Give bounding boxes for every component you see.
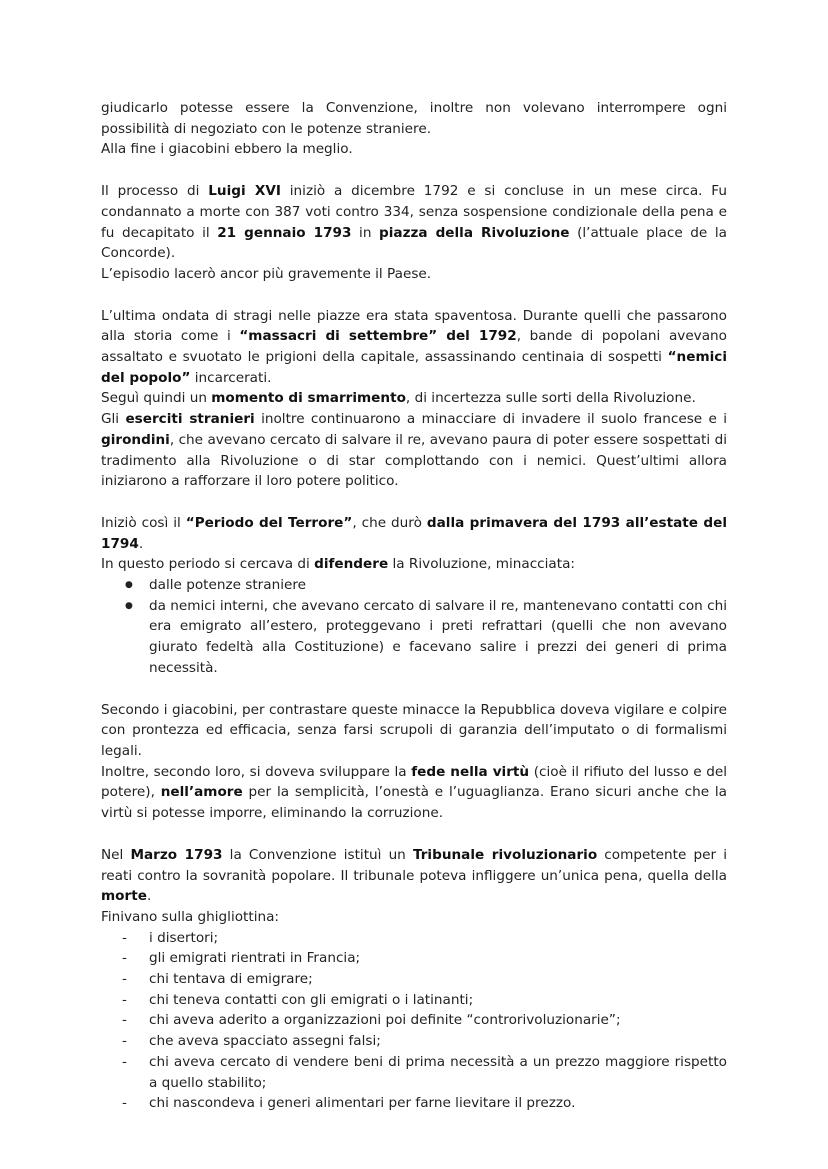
list-item: ● dalle potenze straniere [101,575,727,596]
text-run: Inoltre, secondo loro, si doveva sviluppare la [101,763,412,780]
paragraph: giudicarlo potesse essere la Convenzione, inoltre non volevano interrompere ogni possibilità di negoziato con le potenze straniere. [101,100,727,137]
document-body [101,98,727,1114]
paragraph-gap [101,679,727,700]
text-run: Nel [101,846,131,863]
paragraph [101,388,727,409]
text-run: Seguì quindi un [101,390,212,407]
list-item: ● da nemici interni, che avevano cercato di salvare il re, mantenevano contatti con chi era emigrato all’estero, proteggevano i preti refrattari (quelli che non avevano giurato fedeltà alla Costituzione) e facevano salire i prezzi dei generi di prima necessità. [101,596,727,679]
text-run: . [138,535,144,552]
paragraph-gap [101,160,727,181]
bullet-list [101,575,727,679]
bold-text: eserciti stranieri [125,411,255,428]
paragraph [101,513,727,554]
bold-text: fede nella virtù [411,763,530,780]
paragraph-gap [101,285,727,306]
paragraph: Finivano sulla ghigliottina: [101,908,280,925]
text-run: L’ultima ondata di stragi nelle piazze era stata spaventosa. Durante quelli che passarono alla storia come i [101,307,727,345]
bold-text: girondini [101,431,170,448]
list-item: - chi aveva aderito a organizzazioni poi definite “controrivoluzionarie”; [101,1010,727,1031]
text-run: iniziò a dicembre 1792 e si concluse in un mese circa. Fu condannato a morte con 387 voti contro 334, senza sospensione condizionale della pena e fu decapitato il [101,183,727,241]
text-run: Iniziò così il [101,514,186,531]
paragraph [101,181,727,264]
bold-text: Luigi XVI [208,183,281,200]
paragraph: Secondo i giacobini, per contrastare queste minacce la Repubblica doveva vigilare e colpire con prontezza ed efficacia, senza farsi scrupoli di garanzia dell’imputato o di formalismi legali. [101,701,727,759]
dash-list [101,928,727,1114]
text-run: competente per i reati contro la sovranità popolare. Il tribunale poteva infliggere un’unica pena, quella della [101,846,727,884]
text-run: , bande di popolani avevano assaltato e svuotato le prigioni della capitale, assassinando centinaia di sospetti [101,328,727,366]
paragraph: L’episodio lacerò ancor più gravemente il Paese. [101,265,432,282]
list-item: - chi tentava di emigrare; [101,969,727,990]
bold-text: piazza della Rivoluzione [379,224,570,241]
bold-text: dalla primavera del 1793 all’estate del 1794 [101,514,727,552]
text-run: , di incertezza sulle sorti della Rivoluzione. [405,390,696,407]
text-run: Il processo di [101,183,209,200]
paragraph [101,409,727,492]
text-run: , che avevano cercato di salvare il re, avevano paura di poter essere sospettati di tradimento alla Rivoluzione o di star complottando con i nemici. Quest’ultimi allora iniziarono a rafforzare il loro potere politico. [101,431,727,490]
list-item: - i disertori; [101,928,727,949]
paragraph: Alla fine i giacobini ebbero la meglio. [101,141,353,158]
paragraph [101,845,727,907]
bold-text: “Periodo del Terrore” [185,514,353,531]
bold-text: momento di smarrimento [211,390,406,407]
text-run: la Convenzione istituì un [222,846,413,863]
text-run: incarcerati. [190,369,272,386]
list-item: - che aveva spacciato assegni falsi; [101,1031,727,1052]
paragraph [101,762,727,824]
paragraph [101,306,727,389]
text-run: per la semplicità, l’onestà e l’uguaglianza. Erano sicuri anche che la virtù si potesse imporre, eliminando la corruzione. [101,784,727,822]
list-item: - chi teneva contatti con gli emigrati o i latinanti; [101,990,727,1011]
list-item: - gli emigrati rientrati in Francia; [101,948,727,969]
text-run: inoltre continuarono a minacciare di invadere il suolo francese e i [254,411,727,428]
bold-text: nell’amore [160,784,243,801]
text-run: in [351,224,380,241]
bold-text: “massacri di settembre” del 1792 [239,328,517,345]
bold-text: Marzo 1793 [130,846,223,863]
bold-text: morte [101,888,147,905]
bold-text: Tribunale rivoluzionario [412,846,598,863]
paragraph [101,554,727,575]
paragraph-gap [101,492,727,513]
bold-text: 21 gennaio 1793 [217,224,352,241]
text-run: In questo periodo si cercava di [101,556,315,573]
text-run: Gli [101,411,126,428]
bold-text: difendere [314,556,389,573]
text-run: (l’attuale place de la Concorde). [101,224,727,262]
paragraph-gap [101,824,727,845]
list-item: - chi nascondeva i generi alimentari per farne lievitare il prezzo. [101,1093,727,1114]
list-item: - chi aveva cercato di vendere beni di prima necessità a un prezzo maggiore rispetto a quello stabilito; [101,1052,727,1093]
text-run: la Rivoluzione, minacciata: [388,556,576,573]
bold-text: “nemici del popolo” [101,349,727,386]
text-run: . [146,888,152,905]
text-run: , che durò [352,514,427,531]
text-run: (cioè il rifiuto del lusso e del potere), [101,763,727,801]
